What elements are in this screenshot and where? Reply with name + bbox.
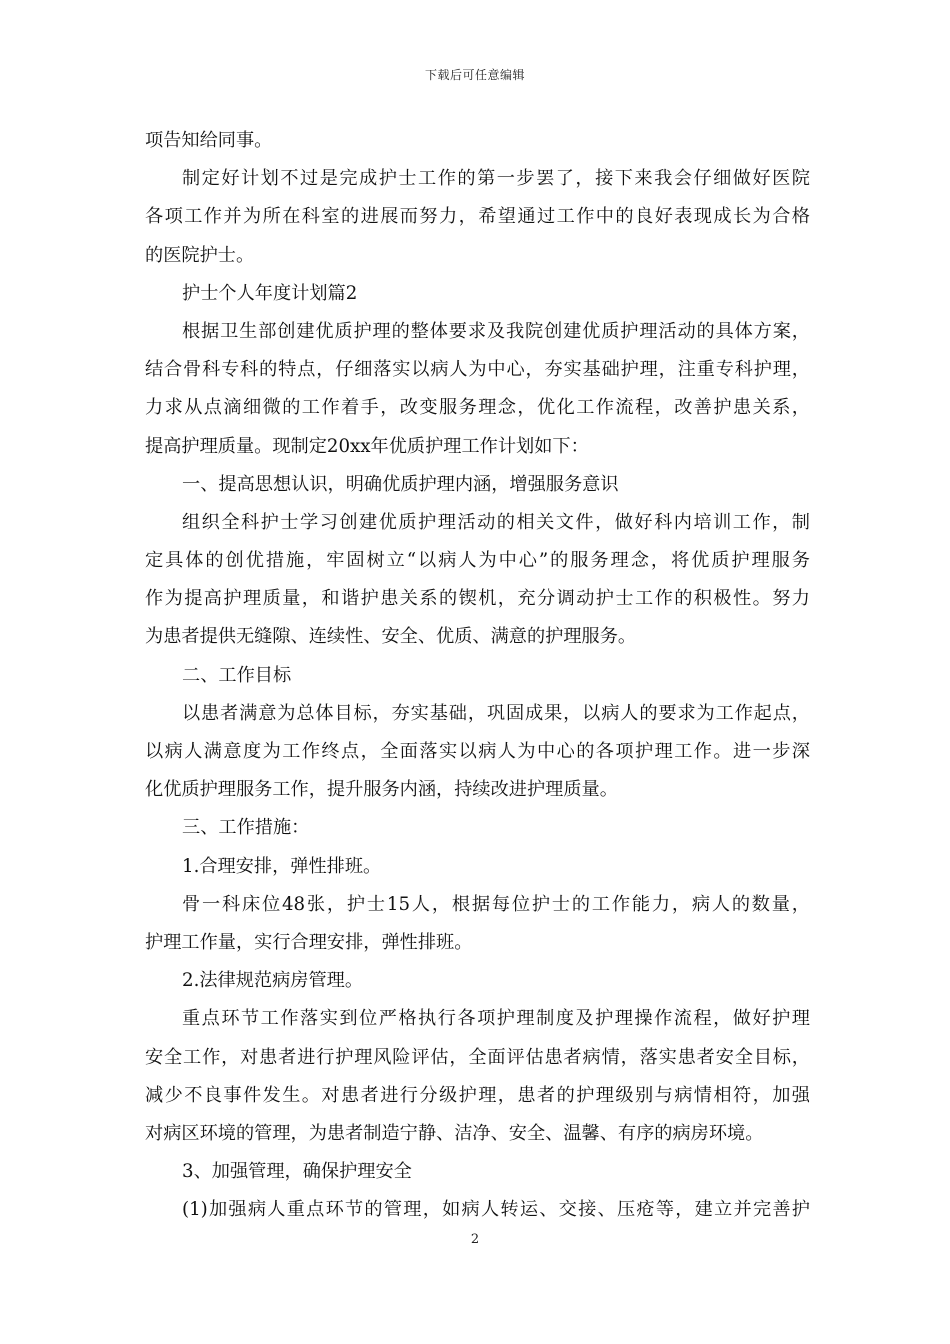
text-line: 2.法律规范病房管理。 <box>182 970 364 992</box>
text-line: 3、加强管理，确保护理安全 <box>182 1161 412 1183</box>
text-line: 结合骨科专科的特点，仔细落实以病人为中心，夯实基础护理，注重专科护理， <box>145 359 810 381</box>
text-line: 重点环节工作落实到位严格执行各项护理制度及护理操作流程，做好护理 <box>182 1008 810 1030</box>
text-line: 根据卫生部创建优质护理的整体要求及我院创建优质护理活动的具体方案， <box>182 320 810 342</box>
text-line: 安全工作，对患者进行护理风险评估，全面评估患者病情，落实患者安全目标， <box>145 1046 810 1068</box>
text-line: 各项工作并为所在科室的进展而努力，希望通过工作中的良好表现成长为合格 <box>145 206 810 228</box>
text-line: 项告知给同事。 <box>145 130 273 151</box>
text-line: 作为提高护理质量，和谐护患关系的锲机，充分调动护士工作的积极性。努力 <box>145 588 810 610</box>
text-line: 提高护理质量。现制定20xx年优质护理工作计划如下： <box>145 435 589 457</box>
text-line: 1.合理安排，弹性排班。 <box>182 855 382 877</box>
text-line: 对病区环境的管理，为患者制造宁静、洁净、安全、温馨、有序的病房环境。 <box>145 1122 764 1144</box>
document-body <box>145 122 810 1229</box>
text-line: 力求从点滴细微的工作着手，改变服务理念，优化工作流程，改善护患关系， <box>145 397 810 419</box>
text-line: 护理工作量，实行合理安排，弹性排班。 <box>145 931 473 953</box>
text-line: 的医院护士。 <box>145 244 255 266</box>
text-line: 为患者提供无缝隙、连续性、安全、优质、满意的护理服务。 <box>145 626 637 648</box>
text-line: 定具体的创优措施，牢固树立“以病人为中心”的服务理念，将优质护理服务 <box>145 550 810 572</box>
text-line: 一、提高思想认识，明确优质护理内涵，增强服务意识 <box>182 473 619 495</box>
text-line: 以病人满意度为工作终点，全面落实以病人为中心的各项护理工作。进一步深 <box>145 741 810 762</box>
text-line: 以患者满意为总体目标，夯实基础，巩固成果，以病人的要求为工作起点， <box>182 702 810 724</box>
text-line: 组织全科护士学习创建优质护理活动的相关文件，做好科内培训工作，制 <box>182 511 810 533</box>
page-header: 下载后可任意编辑 <box>424 68 525 82</box>
text-line: 减少不良事件发生。对患者进行分级护理，患者的护理级别与病情相符，加强 <box>145 1084 810 1106</box>
text-line: 制定好计划不过是完成护士工作的第一步罢了，接下来我会仔细做好医院 <box>182 168 810 190</box>
text-line: 骨一科床位48张，护士15人，根据每位护士的工作能力，病人的数量， <box>182 893 810 915</box>
text-line: 护士个人年度计划篇2 <box>182 282 358 304</box>
text-line: (1)加强病人重点环节的管理，如病人转运、交接、压疮等，建立并完善护 <box>182 1199 810 1221</box>
text-line: 化优质护理服务工作，提升服务内涵，持续改进护理质量。 <box>145 779 618 801</box>
text-line: 二、工作目标 <box>182 664 292 686</box>
page-number: 2 <box>470 1232 480 1247</box>
text-line: 三、工作措施： <box>182 817 310 839</box>
